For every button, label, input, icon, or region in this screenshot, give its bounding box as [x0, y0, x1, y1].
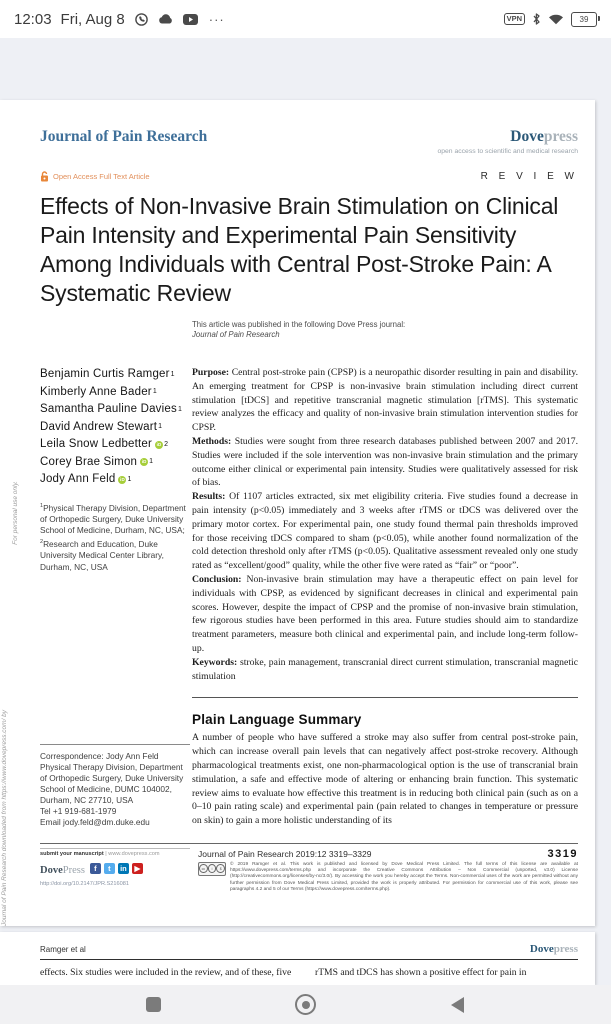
battery-icon [571, 12, 597, 27]
body-text-right-column: rTMS and tDCS has shown a positive effect for pain in [315, 967, 527, 978]
body-text-left-column: effects. Six studies were included in the review, and of these, five [40, 967, 292, 978]
orcid-icon: iD [156, 441, 162, 447]
back-button[interactable] [382, 997, 534, 1013]
twitter-icon: t [104, 863, 115, 874]
divider [40, 744, 190, 745]
page-number: 3319 [547, 847, 578, 860]
bluetooth-icon [532, 12, 541, 26]
published-note-journal: Journal of Pain Research [192, 330, 280, 339]
author-name: Kimberly Anne Bader 1 [40, 385, 157, 398]
affiliations: $^1$Physical Therapy Division, Department of Orthopedic Surgery, Duke University School of Medicine, Durham, NC, USA; $^2$Research and Education, Duke University Medical Center Library, Durham, NC, USA [40, 502, 186, 572]
wifi-icon [548, 13, 564, 25]
abstract-purpose: Purpose: Central post-stroke pain (CPSP) is a neuropathic disorder resulting in pain and disability. An emerging treatment for CPSP is non-invasive brain stimulation including direct current stimulation [tDCS] and repetitive transcranial magnetic stimulation [rTMS]. This systematic review analyzes the efficacy and quality of non-invasive brain stimulation intervention studies for CPSP. [192, 367, 578, 434]
date: Fri, Aug 8 [60, 10, 125, 28]
correspondence-email: Email jody.feld@dm.duke.edu [40, 816, 150, 827]
author-name: David Andrew Stewart 1 [40, 420, 163, 433]
whatsapp-notification-icon [134, 12, 149, 27]
orcid-icon: iD [120, 476, 125, 482]
home-icon [295, 994, 316, 1015]
dovepress-logo-press: press [543, 128, 578, 145]
author-name: Corey Brae Simon iD 1 [40, 455, 154, 468]
running-head: Ramger et al [40, 945, 86, 954]
youtube-icon: ▶ [132, 863, 143, 874]
dovepress-logo-dove: Dove [510, 128, 544, 145]
sidebar-watermark [1, 100, 23, 926]
vpn-icon: VPN [504, 13, 525, 25]
published-note-line1: This article was published in the following Dove Press journal: [192, 320, 406, 329]
linkedin-icon: in [118, 863, 129, 874]
author-name: Samantha Pauline Davies 1 [40, 403, 183, 415]
published-note [192, 320, 578, 340]
correspondence-block [40, 744, 190, 828]
pdf-page-1[interactable] [0, 100, 595, 926]
open-access-label: Open Access Full Text Article [53, 172, 150, 181]
abstract-keywords: Keywords: stroke, pain management, transcranial direct current stimulation, transcranial magnetic stimulation [192, 656, 578, 682]
author-list [40, 366, 190, 489]
recents-button[interactable] [78, 997, 230, 1012]
journal-title: Journal of Pain Research [40, 128, 208, 145]
abstract-methods: Methods: Studies were sought from three research databases published between 2007 and 2017. Studies were included if the sole intervention was non-invasive brain stimulation and the primary outcome either clinical or experimental pain intensity. Studies were qualitatively assessed for risk of bias. [192, 435, 578, 489]
android-navigation-bar [0, 985, 611, 1024]
recents-icon [146, 997, 161, 1012]
author-name: Benjamin Curtis Ramger 1 [40, 368, 175, 380]
correspondence-tel: Tel +1 919-681-1979 [40, 805, 117, 816]
status-bar [0, 0, 611, 38]
correspondence-name: Correspondence: Jody Ann Feld [40, 750, 159, 761]
dovepress-tagline: open access to scientific and medical research [437, 148, 578, 155]
dovepress-footer-logo: DovePress [40, 864, 85, 876]
creative-commons-icon: cc i $ [198, 862, 226, 876]
back-icon [451, 997, 464, 1013]
cloud-notification-icon [158, 13, 174, 25]
battery-percent: 39 [579, 14, 589, 24]
divider [192, 697, 578, 698]
author-name: Jody Ann Feld iD 1 [40, 473, 132, 485]
journal-citation: Journal of Pain Research 2019:12 3319–3329 [198, 848, 372, 859]
more-notifications-icon: ··· [208, 11, 225, 27]
divider [40, 843, 578, 844]
youtube-notification-icon [183, 14, 198, 25]
open-access-icon [40, 171, 49, 182]
article-type-label: R E V I E W [480, 171, 578, 182]
footer-left [40, 848, 190, 893]
pdf-page-2[interactable] [0, 932, 595, 985]
abstract-conclusion: Conclusion: Non-invasive brain stimulation may have a therapeutic effect on pain level for individuals with CPSP, as evidenced by significant decreases in clinical and experimental pain scores. However, despite the impact of CPSP and the promise of non-invasive brain stimulation, few rigorous studies have been performed in this area. Future studies should aim to standardize treatment parameters, measure both clinical and experimental pain, and include long-term follow-up. [192, 573, 578, 654]
download-notice-vertical-text: Journal of Pain Research downloaded from https://www.dovepress.com/ by [1, 709, 8, 926]
license-text: © 2019 Ramger et al. This work is published and licensed by Dove Medical Press Limited. The full terms of this license are available at https://www.dovepress.com/terms.php and incorporate the Creative Commons Attribution – Non Commercial (unported, v3.0) License (http://creativecommons.org/licenses/by-nc/3.0/). By accessing the work you hereby accept the Terms. Non-commercial uses of the work are permitted without any further permission from Dove Medical Press Limited, provided the work is properly attributed. For permission for commercial use of this work, please see paragraphs 4.2 and 5 of our Terms (https://www.dovepress.com/terms.php). [230, 861, 578, 892]
abstract-results: Results: Of 1107 articles extracted, six met eligibility criteria. Five studies found a decrease in pain intensity (p<0.05) immediately and 3 weeks after rTMS or tDCS was delivered over the primary motor cortex. For experimental pain, one study found thermal pain thresholds improved for those receiving tDCS compared to sham (p<0.05), while another found normalization of the cold detection threshold only after rTMS (p<0.05). Qualitative assessment revealed only one study rated as “excellent/good” quality, while the other five were rated as “fair” or “poor”. [192, 491, 578, 572]
plain-summary-heading: Plain Language Summary [192, 712, 362, 728]
correspondence-address: Physical Therapy Division, Department of Orthopedic Surgery, Duke University School of Medicine, DUMC 104002, Durham, NC 27710, USA [40, 761, 184, 805]
clock: 12:03 [14, 10, 52, 28]
author-name: Leila Snow Ledbetter iD 2 [40, 438, 169, 450]
footer-right [198, 848, 578, 893]
orcid-icon: iD [141, 459, 147, 465]
home-button[interactable] [230, 994, 382, 1015]
facebook-icon: f [90, 863, 101, 874]
plain-summary-text: A number of people who have suffered a stroke may also suffer from central post-stroke pain, which can increase overall pain levels that can negatively affect post-stroke recovery. Although pharmacological treatments exist, one non-pharmacological option is the use of transcranial brain stimulation, a safe and effective mode of altering or enhancing brain function. This systematic review aims to evaluate how effective this treatment is in reducing both clinical pain (such as on a 0–10 pain rating scale) and experimental pain (pain related to changes in temperature or pressure on skin) to gain a more holistic understanding of its [192, 732, 578, 827]
dovepress-logo [437, 128, 578, 155]
doi-link: http://doi.org/10.2147/JPR.S216081 [40, 880, 129, 887]
personal-use-vertical-text: For personal use only. [12, 481, 19, 545]
abstract [192, 366, 578, 683]
submit-manuscript-line: submit your manuscript | www.dovepress.com [40, 848, 190, 857]
article-title: Effects of Non-Invasive Brain Stimulation on Clinical Pain Intensity and Experimental Pain Sensitivity Among Individuals with Central Post-Stroke Pain: A Systematic Review [40, 193, 559, 306]
dovepress-logo: Dovepress [529, 943, 578, 955]
divider [40, 959, 578, 960]
